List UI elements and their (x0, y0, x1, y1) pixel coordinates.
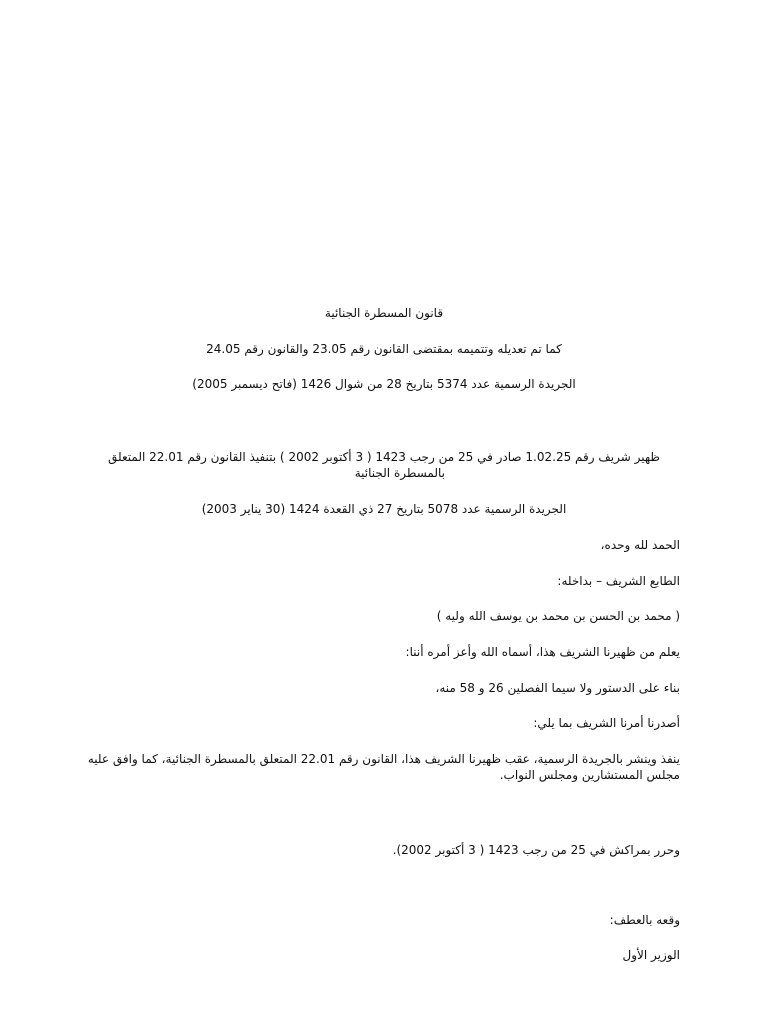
execution-line2: مجلس المستشارين ومجلس النواب. (499, 768, 680, 782)
constitution-basis-line: بناء على الدستور ولا سيما الفصلين 26 و 58 منه، (435, 681, 680, 695)
issuance-line: أصدرنا أمرنا الشريف بما يلي: (533, 716, 680, 730)
dahir-header-line2: بالمسطرة الجنائية (354, 466, 445, 480)
king-name-line: ( محمد بن الحسن بن محمد بن يوسف الله وليه ) (436, 609, 680, 623)
execution-line1: ينفذ وينشر بالجريدة الرسمية، عقب ظهيرنا الشريف هذا، القانون رقم 22.01 المتعلق بالمسطرة الجنائية، كما وافق عليه (87, 752, 680, 766)
dahir-header-line1: ظهير شريف رقم 1.02.25 صادر في 25 من رجب 1423 ( 3 أكتوبر 2002 ) بتنفيذ القانون رقم 22.01 المتعلق (108, 450, 660, 464)
seal-line: الطابع الشريف – بداخله: (557, 574, 680, 588)
announcement-line: يعلم من ظهيرنا الشريف هذا، أسماه الله وأعز أمره أننا: (405, 645, 680, 659)
gazette-reference-2005: الجريدة الرسمية عدد 5374 بتاريخ 28 من شوال 1426 (فاتح ديسمبر 2005) (192, 377, 576, 391)
countersign-label: وقعه بالعطف: (609, 913, 680, 927)
praise-line: الحمد لله وحده، (600, 538, 680, 552)
signing-place-date: وحرر بمراكش في 25 من رجب 1423 ( 3 أكتوبر 2002). (392, 843, 680, 857)
prime-minister-label: الوزير الأول (622, 948, 680, 962)
amendment-note: كما تم تعديله وتتميمه بمقتضى القانون رقم 23.05 والقانون رقم 24.05 (206, 342, 562, 356)
document-title: قانون المسطرة الجنائية (324, 306, 444, 320)
gazette-reference-2003: الجريدة الرسمية عدد 5078 بتاريخ 27 ذي القعدة 1424 (30 يناير 2003) (201, 502, 567, 516)
